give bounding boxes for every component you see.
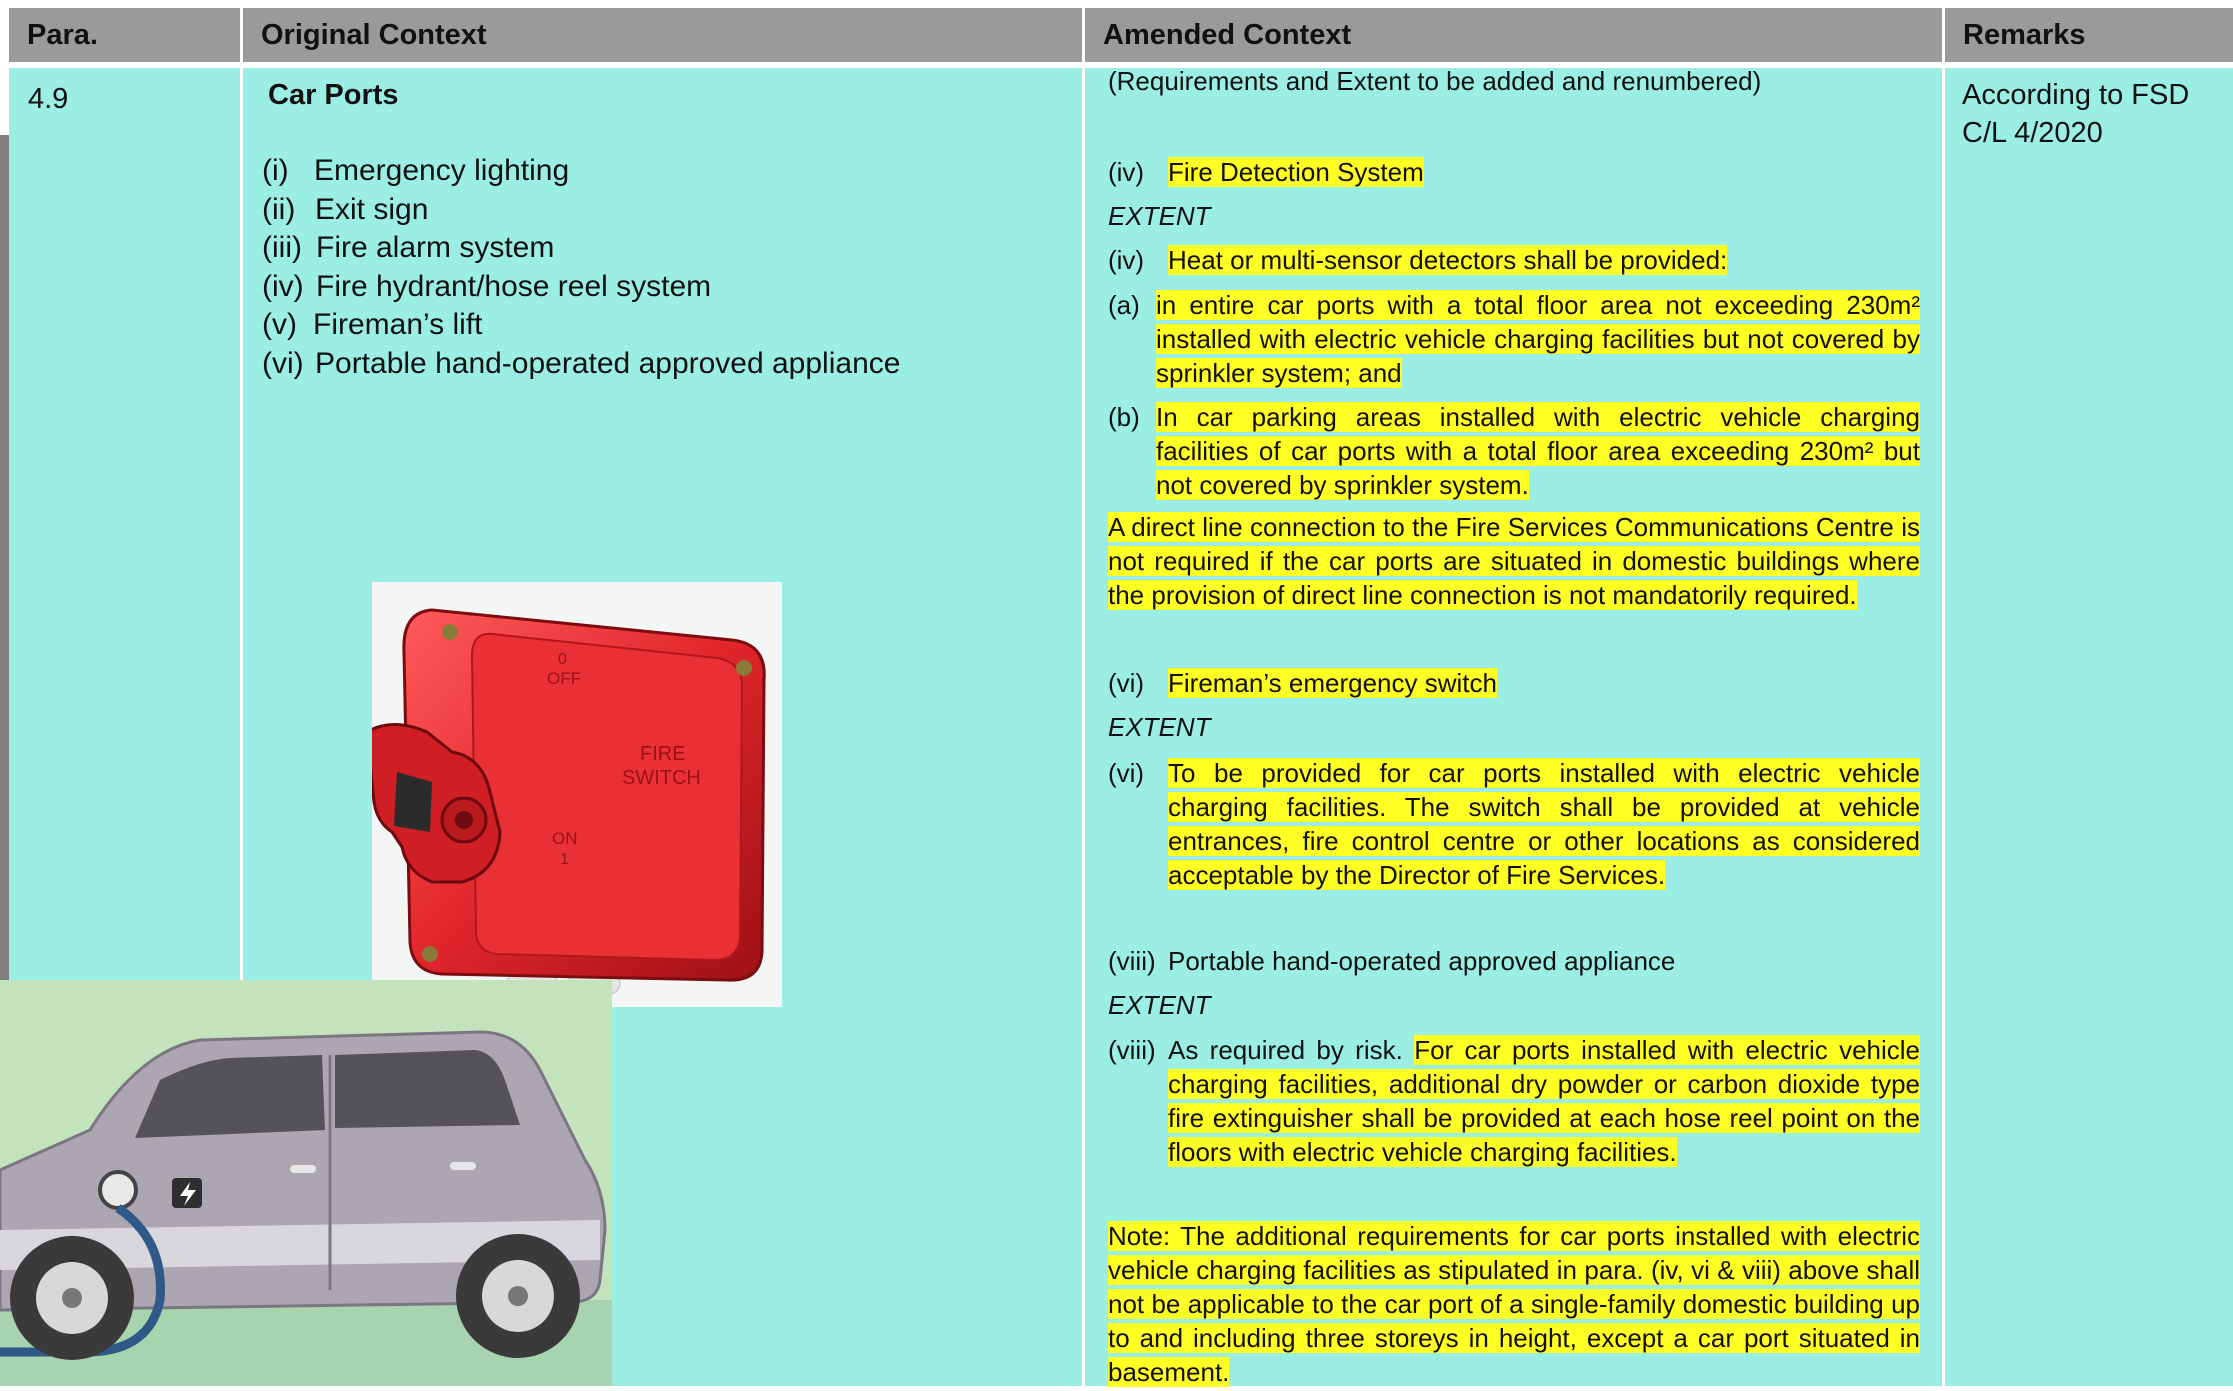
switch-label-fire: FIRE — [640, 743, 686, 765]
s1-extent-text: Heat or multi-sensor detectors shall be provided: — [1168, 245, 1728, 275]
direct-line-text: A direct line connection to the Fire Services Communications Centre is not required if the car ports are situated in domestic buildings where the provision of direct line connection is not mandatorily required. — [1108, 512, 1920, 610]
electric-car-icon — [0, 980, 612, 1386]
header-original: Original Context — [243, 8, 1082, 62]
original-item-num: (iii) — [262, 231, 302, 264]
switch-label-off-num: 0 — [558, 651, 567, 668]
original-item-num: (v) — [262, 308, 297, 341]
original-item-text: Fire hydrant/hose reel system — [316, 270, 712, 303]
s3-extent-plain: As required by risk. — [1168, 1035, 1415, 1065]
original-item-text: Fire alarm system — [316, 231, 555, 264]
s1-title: Fire Detection System — [1168, 157, 1424, 187]
electric-car-image — [0, 980, 612, 1386]
s3-title: Portable hand-operated approved appliance — [1168, 946, 1676, 976]
s3-extent-highlight: For car ports installed with electric vehicle charging facilities, additional dry powder or carbon dioxide type fire extinguisher shall be provided at each hose reel point on the floors with electric vehicle charging facilities. — [1168, 1035, 1921, 1167]
item-a-text: in entire car ports with a total floor area not exceeding 230m² installed with electric vehicle charging facilities but not covered by sprinkler system; and — [1156, 290, 1920, 388]
divider-3 — [1942, 8, 1945, 1386]
s2-extent-num: (vi) — [1108, 758, 1145, 788]
original-item-num: (vi) — [262, 347, 304, 380]
remarks-text: According to FSD C/L 4/2020 — [1962, 79, 2190, 149]
amended-intro: (Requirements and Extent to be added and renumbered) — [1108, 66, 1762, 96]
original-item-text: Fireman’s lift — [313, 308, 483, 341]
s1-num: (iv) — [1108, 157, 1145, 187]
item-b-num: (b) — [1108, 402, 1140, 432]
item-a-num: (a) — [1108, 290, 1140, 320]
s2-extent-label: EXTENT — [1108, 712, 1211, 742]
header-remarks: Remarks — [1945, 8, 2233, 62]
para-number: 4.9 — [28, 83, 69, 115]
s2-num: (vi) — [1108, 668, 1145, 698]
original-item-num: (i) — [262, 154, 289, 187]
s2-title: Fireman’s emergency switch — [1168, 668, 1497, 698]
s2-extent-text: To be provided for car ports installed with electric vehicle charging facilities. The switch shall be provided at vehicle entrances, fire control centre or other locations as considered acceptable by the Director of Fire Services. — [1168, 758, 1920, 890]
original-item-num: (iv) — [262, 270, 304, 303]
s3-extent-num: (viii) — [1108, 1035, 1156, 1065]
s3-extent-label: EXTENT — [1108, 990, 1211, 1020]
fire-switch-icon — [372, 582, 782, 1007]
s1-extent-num: (iv) — [1108, 245, 1145, 275]
remarks-column-bg — [1945, 68, 2233, 1386]
s1-extent-label: EXTENT — [1108, 201, 1211, 231]
s3-num: (viii) — [1108, 946, 1156, 976]
original-title: Car Ports — [268, 79, 399, 111]
original-item-text: Portable hand-operated approved appliance — [315, 347, 901, 380]
switch-label-switch: SWITCH — [622, 767, 701, 789]
original-item-text: Emergency lighting — [314, 154, 570, 187]
header-amended: Amended Context — [1085, 8, 1942, 62]
left-edge-bar — [0, 135, 9, 985]
original-item-text: Exit sign — [315, 193, 429, 226]
item-b-text: In car parking areas installed with electric vehicle charging facilities of car ports with a total floor area exceeding 230m² but not covered by sprinkler system. — [1156, 402, 1920, 500]
fire-switch-image — [372, 582, 782, 1007]
header-para: Para. — [9, 8, 240, 62]
switch-label-off: OFF — [547, 669, 581, 688]
switch-label-on-num: 1 — [560, 851, 569, 868]
divider-2 — [1082, 8, 1085, 1386]
original-item-num: (ii) — [262, 193, 296, 226]
note-text: Note: The additional requirements for car ports installed with electric vehicle charging facilities as stipulated in para. (iv, vi & viii) above shall not be applicable to the car port of a single-family domestic building up to and including three storeys in height, except a car port situated in basement. — [1108, 1221, 1920, 1387]
switch-label-on: ON — [552, 829, 578, 848]
